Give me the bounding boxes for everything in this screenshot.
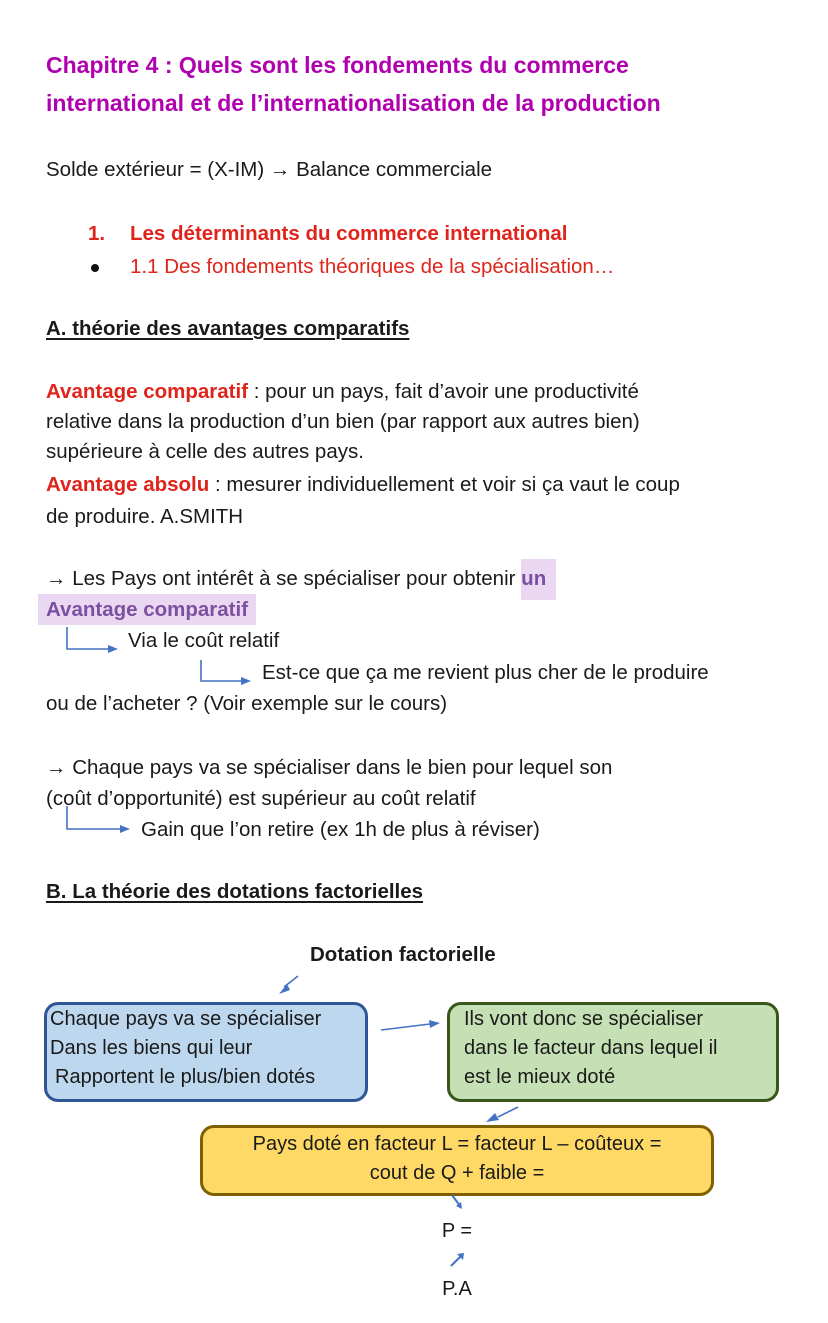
absolu-line1 <box>46 472 680 498</box>
right-arrow-icon <box>381 1024 430 1030</box>
green-box-line: dans le facteur dans lequel il <box>464 1037 718 1059</box>
diagram-title: Dotation factorielle <box>310 943 496 966</box>
absolu-line2: de produire. A.SMITH <box>46 505 244 528</box>
solde-line: Solde extérieur = (X-IM) → Balance commerciale <box>46 158 493 181</box>
down-arrow-icon <box>450 1194 464 1210</box>
absolu-term: Avantage absolu <box>46 473 210 496</box>
section-bullet: 1.1 Des fondements théoriques de la spécialisation… <box>130 255 615 278</box>
yellow-line2-part-b: P = <box>441 1220 473 1242</box>
blue-box-line: Chaque pays va se spécialiser <box>50 1008 322 1030</box>
comparatif-def1: : pour un pays, fait d’avoir une productivité <box>248 380 639 403</box>
para2-line2 <box>38 597 256 623</box>
highlight-avantage-comparatif: Avantage comparatif <box>38 594 256 625</box>
comparatif-line3: supérieure à celle des autres pays. <box>46 440 364 463</box>
para2-text: → Les Pays ont intérêt à se spécialiser pour obtenir <box>46 567 522 590</box>
green-box-line: Ils vont donc se spécialiser <box>464 1008 704 1030</box>
question-line1: Est-ce que ça me revient plus cher de le produire <box>262 661 709 684</box>
comparatif-term: Avantage comparatif <box>46 380 249 403</box>
absolu-def1: : mesurer individuellement et voir si ça vaut le coup <box>209 473 680 496</box>
yellow-line2-part-a: cout de Q + faible = <box>369 1162 545 1184</box>
diagonal-arrow-icon <box>498 1107 518 1117</box>
blue-box-line: Dans les biens qui leur <box>50 1037 253 1059</box>
green-box-line: est le mieux doté <box>464 1066 616 1088</box>
yellow-line2-part-c: P.A <box>442 1278 472 1300</box>
yellow-box <box>200 1125 714 1300</box>
blue-box <box>44 1002 368 1102</box>
diagonal-arrow-icon <box>284 976 298 987</box>
via-line: Via le coût relatif <box>128 629 280 652</box>
gain-line: Gain que l’on retire (ex 1h de plus à réviser) <box>141 818 540 841</box>
green-box <box>447 1002 779 1102</box>
yellow-box-line2 <box>203 1159 711 1304</box>
page-title-line2: international et de l’internationalisation de la production <box>46 90 661 116</box>
blue-box-line: Rapportent le plus/bien dotés <box>55 1066 316 1088</box>
comparatif-line2: relative dans la production d’un bien (par rapport aux autres bien) <box>46 410 640 433</box>
highlight-un: un <box>521 559 556 600</box>
up-arrow-icon <box>449 1252 465 1268</box>
para3-line2: (coût d’opportunité) est supérieur au coût relatif <box>46 787 476 810</box>
part-b-heading: B. La théorie des dotations factorielles <box>46 880 424 903</box>
page-title-line1: Chapitre 4 : Quels sont les fondements du commerce <box>46 52 629 78</box>
section-number: 1. <box>88 222 106 245</box>
elbow-arrow-icon <box>201 660 241 681</box>
section-heading: Les déterminants du commerce international <box>130 222 568 245</box>
bullet-dot <box>91 264 99 272</box>
part-a-heading: A. théorie des avantages comparatifs <box>46 317 410 340</box>
comparatif-line1 <box>46 379 639 405</box>
para3-line1: → Chaque pays va se spécialiser dans le bien pour lequel son <box>46 756 613 779</box>
yellow-box-line1: Pays doté en facteur L = facteur L – coûteux = <box>252 1133 662 1155</box>
question-line2: ou de l’acheter ? (Voir exemple sur le cours) <box>46 692 448 715</box>
para2-line1 <box>46 566 556 592</box>
elbow-arrow-icon <box>67 627 108 649</box>
